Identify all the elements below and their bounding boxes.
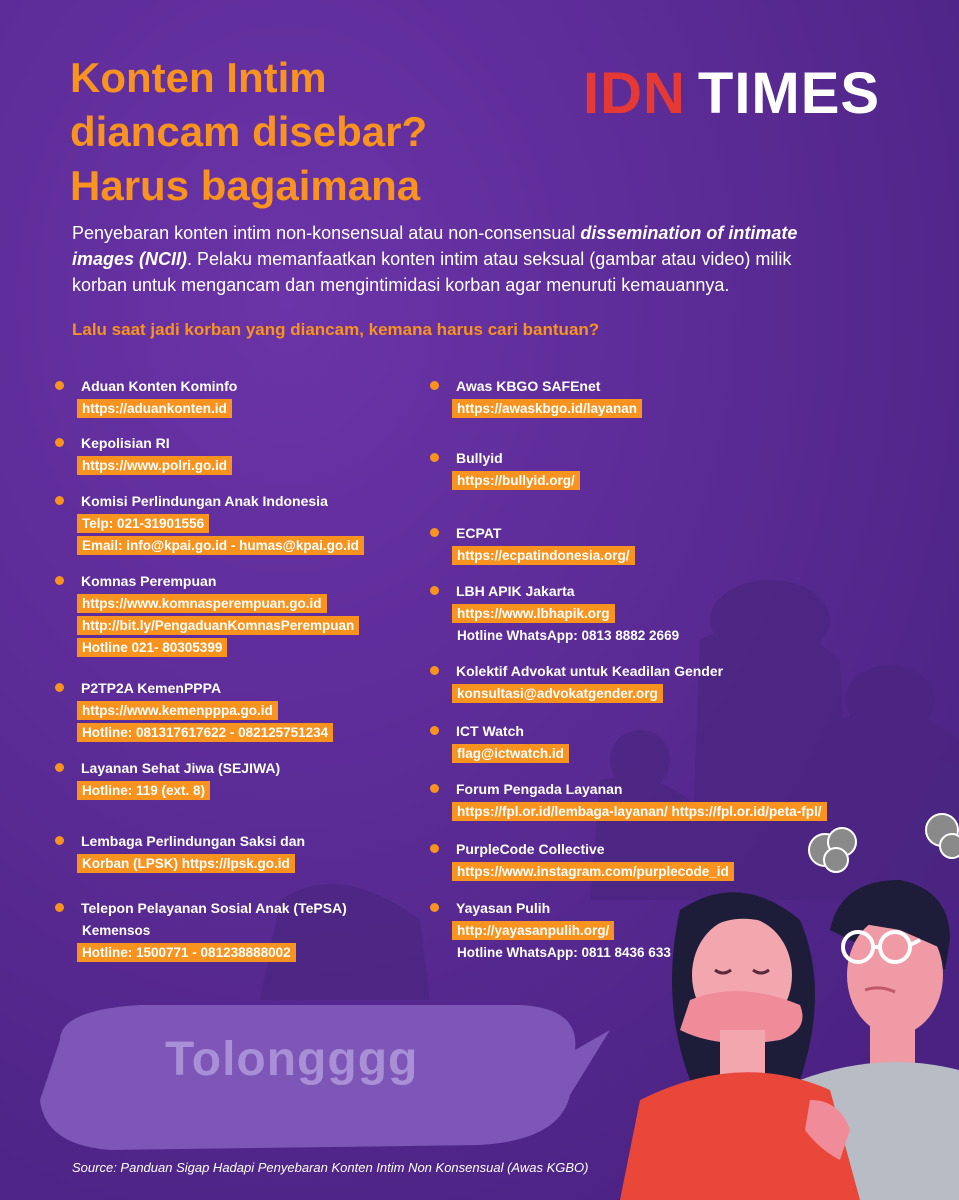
help-question: Lalu saat jadi korban yang diancam, kemana harus cari bantuan? [72,320,600,339]
contact-text: Kemensos [82,923,151,938]
contact-link[interactable]: https://fpl.or.id/lembaga-layanan/ https://fpl.or.id/peta-fpl/ [452,802,827,821]
entry-title: P2TP2A KemenPPPA [81,680,222,696]
contact-link[interactable]: flag@ictwatch.id [452,744,569,763]
entry-title: ECPAT [456,525,502,541]
logo-idn: IDN [583,61,686,126]
contact-link[interactable]: https://www.kemenpppa.go.id [77,701,278,720]
entry-title: Awas KBGO SAFEnet [456,378,601,394]
title-line-3: Harus bagaimana [70,162,421,209]
contact-link[interactable]: https://www.lbhapik.org [452,604,615,623]
idn-times-logo [583,60,880,127]
contact-link[interactable]: Email: info@kpai.go.id - humas@kpai.go.id [77,536,364,555]
bullet-icon [55,381,64,390]
entry-title: ICT Watch [456,723,524,739]
right-entry [430,524,635,568]
contact-link[interactable]: Hotline: 081317617622 - 082125751234 [77,723,333,742]
intro-text-1: Penyebaran konten intim non-konsensual atau non-consensual [72,223,581,243]
contact-text: Hotline WhatsApp: 0811 8436 633 [457,945,671,960]
source-note: Source: Panduan Sigap Hadapi Penyebaran Konten Intim Non Konsensual (Awas KGBO) [72,1160,589,1175]
bullet-icon [430,784,439,793]
title-line-1: Konten Intim [70,54,327,101]
contact-link[interactable]: Hotline: 119 (ext. 8) [77,781,210,800]
contact-text: Hotline WhatsApp: 0813 8882 2669 [457,628,680,643]
intro-italic: dissemination of intimate images (NCII) [72,223,798,269]
contact-link[interactable]: http://yayasanpulih.org/ [452,921,614,940]
right-entry [430,582,684,648]
contact-link[interactable]: https://bullyid.org/ [452,471,580,490]
entry-title: Bullyid [456,450,503,466]
bullet-icon [430,528,439,537]
contact-link[interactable]: Telp: 021-31901556 [77,514,209,533]
entry-title: LBH APIK Jakarta [456,583,575,599]
bullet-icon [430,726,439,735]
right-entry [430,722,569,766]
bullet-icon [55,496,64,505]
entry-title: Kolektif Advokat untuk Keadilan Gender [456,663,724,679]
bullet-icon [430,586,439,595]
entry-title: Forum Pengada Layanan [456,781,623,797]
entry-title: Yayasan Pulih [456,900,551,916]
bullet-icon [55,903,64,912]
contact-link[interactable]: Korban (LPSK) https://lpsk.go.id [77,854,295,873]
left-entry [55,434,232,478]
left-entry [55,679,333,745]
right-entry [430,780,827,824]
entry-title: Lembaga Perlindungan Saksi dan [81,833,306,849]
contact-link[interactable]: https://www.instagram.com/purplecode_id [452,862,734,881]
right-entry [430,662,723,706]
bullet-icon [430,666,439,675]
entry-title: Telepon Pelayanan Sosial Anak (TePSA) [81,900,347,916]
bullet-icon [430,381,439,390]
entry-title: PurpleCode Collective [456,841,605,857]
entry-title: Komisi Perlindungan Anak Indonesia [81,493,328,509]
bullet-icon [55,763,64,772]
bullet-icon [55,683,64,692]
contact-link[interactable]: http://bit.ly/PengaduanKomnasPerempuan [77,616,359,635]
left-entry [55,492,364,558]
intro-text-2: . Pelaku memanfaatkan konten intim atau seksual (gambar atau video) milik korban untuk mengancam dan mengintimidasi korban agar menuruti kemauannya. [72,249,792,295]
bullet-icon [55,836,64,845]
contact-link[interactable]: Hotline: 1500771 - 081238888002 [77,943,296,962]
logo-times: TIMES [697,61,881,126]
right-entry [430,899,676,965]
bullet-icon [430,903,439,912]
bullet-icon [55,438,64,447]
bubble-text: Tolongggg [165,1033,419,1086]
bullet-icon [55,576,64,585]
intro-paragraph [72,220,832,298]
contact-link[interactable]: https://ecpatindonesia.org/ [452,546,635,565]
bullet-icon [430,844,439,853]
bullet-icon [430,453,439,462]
right-entry [430,377,642,421]
left-entry [55,899,347,965]
title-line-2: diancam disebar? [70,108,428,155]
left-entry [55,572,359,660]
left-entry [55,759,280,803]
contact-link[interactable]: konsultasi@advokatgender.org [452,684,663,703]
right-entry [430,449,580,493]
left-entry [55,377,237,421]
entry-title: Komnas Perempuan [81,573,217,589]
entry-title: Layanan Sehat Jiwa (SEJIWA) [81,760,281,776]
contact-link[interactable]: https://awaskbgo.id/layanan [452,399,642,418]
left-entry [55,832,305,876]
contact-link[interactable]: Hotline 021- 80305399 [77,638,227,657]
contact-link[interactable]: https://aduankonten.id [77,399,232,418]
entry-title: Kepolisian RI [81,435,170,451]
page-title [70,52,590,214]
contact-link[interactable]: https://www.polri.go.id [77,456,232,475]
right-entry [430,840,734,884]
entry-title: Aduan Konten Kominfo [81,378,238,394]
contact-link[interactable]: https://www.komnasperempuan.go.id [77,594,327,613]
